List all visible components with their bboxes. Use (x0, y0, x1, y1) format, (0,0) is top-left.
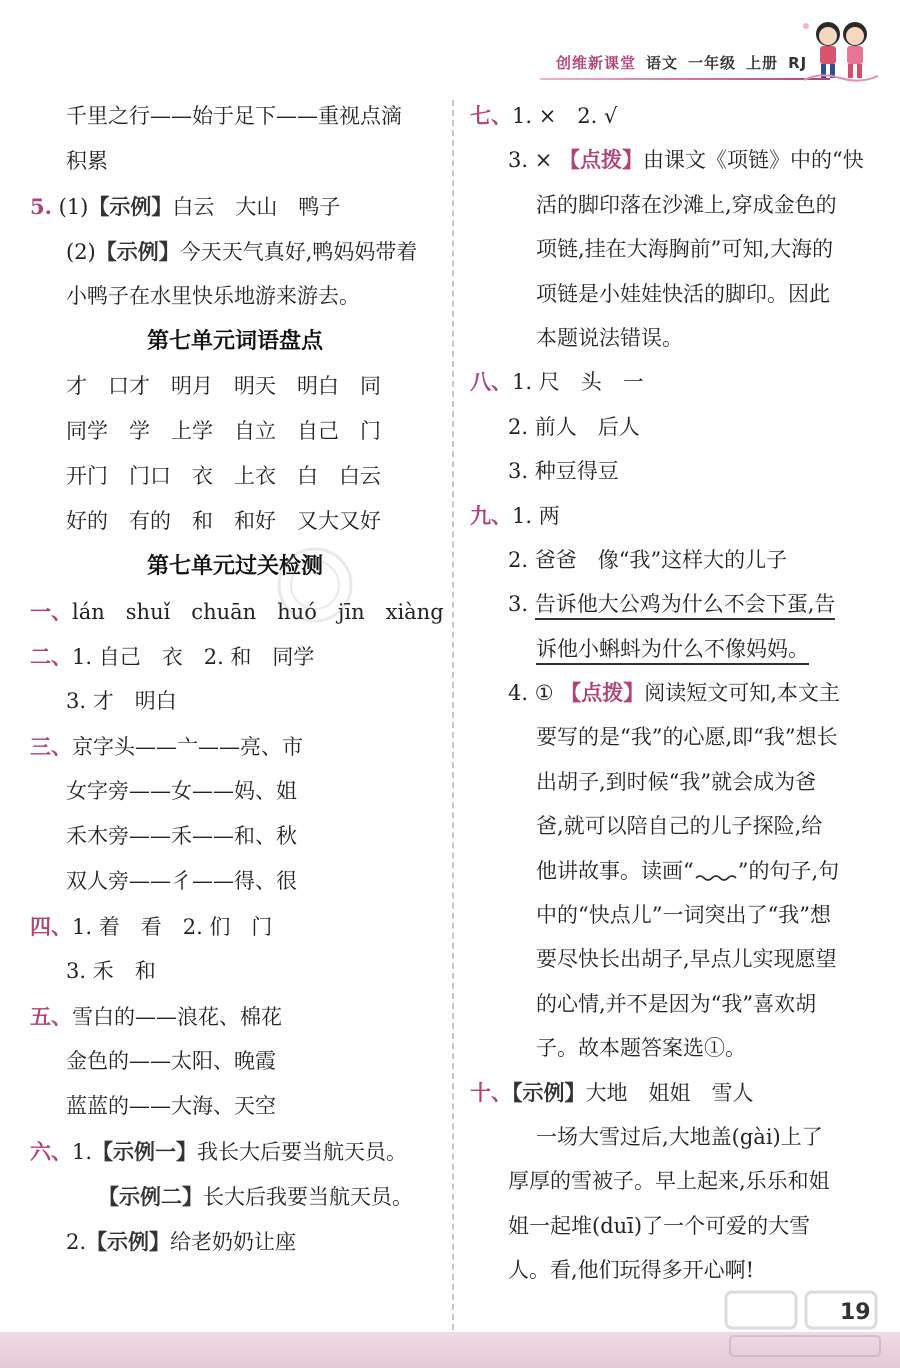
text-line: 2. 爸爸 像“我”这样大的儿子 (508, 547, 788, 572)
part-label: (2) (66, 240, 96, 264)
text-line: 蓝蓝的——大海、天空 (66, 1094, 276, 1118)
section-number: 二、 (30, 644, 72, 669)
section-number: 七、 (470, 103, 512, 128)
section-number: 五、 (30, 1004, 72, 1029)
section-9-item3 (470, 582, 870, 626)
example-tag: 【示例】 (95, 239, 180, 264)
section-5 (30, 994, 440, 1039)
section-7 (470, 94, 870, 138)
section-6-example2 (30, 1174, 440, 1219)
text-line: 3. 才 明白 (66, 689, 177, 713)
section-number: 三、 (30, 734, 72, 759)
answer-text: 阅读短文可知,本文主 (644, 681, 840, 706)
answer-text: 1. 两 (512, 503, 560, 528)
text-line: 爸,就可以陪自己的儿子探险,给 (536, 814, 823, 839)
item-number: 4. ① (508, 681, 554, 706)
header-volume: 上册 (746, 54, 779, 72)
text-line: 积累 (66, 149, 108, 173)
answer-text: 雪白的——浪花、棉花 (72, 1005, 282, 1029)
section-1 (30, 589, 444, 634)
text-line: 要写的是“我”的心愿,即“我”想长 (536, 725, 838, 750)
section-number: 八、 (470, 369, 512, 395)
left-column (30, 94, 444, 1264)
pinyin-answers: lán shuǐ chuān huó jīn xiàng (72, 600, 444, 624)
text-line: 3. 种豆得豆 (508, 459, 619, 484)
wavy-underline-icon (694, 862, 738, 882)
word-row: 开门 门口 衣 上衣 白 白云 (66, 464, 381, 488)
text-line: 双人旁——彳——得、很 (66, 869, 297, 893)
hint-tag: 【点拨】 (560, 680, 645, 706)
question-number: 5. (30, 194, 52, 219)
section-9-item4 (470, 671, 870, 715)
question-5 (30, 184, 440, 229)
header-edition: RJ (788, 54, 808, 72)
section-3 (30, 724, 440, 769)
text-line: 项链是小娃娃快活的脚印。因此 (536, 281, 830, 306)
item-number: 3. (508, 592, 529, 617)
text-line: 项链,挂在大海胸前”可知,大海的 (536, 237, 834, 262)
answer-text: 1. 自己 衣 2. 和 同学 (72, 645, 315, 669)
kids-illustration-icon (800, 14, 880, 84)
section-8 (470, 360, 870, 404)
question-5-part2 (30, 229, 440, 274)
answer-text: 我长大后要当航天员。 (197, 1140, 408, 1164)
essay-line: 姐一起堆(duī)了一个可爱的大雪 (508, 1213, 811, 1238)
example-tag: 【示例】 (86, 1229, 171, 1254)
text-line: 禾木旁——禾——和、秋 (66, 824, 297, 848)
page-number: 19 (840, 1300, 871, 1325)
answer-text: 大地 姐姐 雪人 (585, 1080, 754, 1105)
text-line-with-wavy-mark (470, 849, 870, 893)
page-header (0, 0, 900, 90)
word-row: 好的 有的 和 和好 又大又好 (66, 509, 381, 533)
header-subject: 语文 (646, 54, 679, 72)
section-title: 第七单元过关检测 (146, 553, 323, 579)
right-column (470, 94, 870, 1293)
word-row: 才 口才 明月 明天 明白 同 (66, 374, 381, 398)
header-underline (540, 78, 830, 80)
section-6 (30, 1129, 440, 1174)
text-line: 中的“快点儿”一词突出了“我”想 (536, 903, 831, 928)
text-fragment: ”的句子,句 (737, 858, 840, 883)
text-line: 小鸭子在水里快乐地游来游去。 (66, 284, 360, 308)
text-line: 金色的——太阳、晚霞 (66, 1049, 276, 1073)
word-row: 同学 学 上学 自立 自己 门 (66, 419, 381, 443)
essay-line: 人。看,他们玩得多开心啊! (508, 1258, 755, 1283)
text-line: 要尽快长出胡子,早点儿实现愿望 (536, 947, 837, 972)
text-fragment: 他讲故事。读画“ (536, 858, 694, 883)
essay-line: 厚厚的雪被子。早上起来,乐乐和姐 (508, 1169, 830, 1194)
answer-text: 京字头——亠——亮、市 (72, 735, 303, 759)
text-line: 出胡子,到时候“我”就会成为爸 (536, 769, 817, 794)
hint-tag: 【点拨】 (559, 147, 643, 173)
text-line: 千里之行——始于足下——重视点滴 (66, 104, 402, 128)
example-tag: 【示例】 (512, 1079, 586, 1105)
section-number: 一、 (30, 599, 72, 624)
header-brand: 创维新课堂 (556, 54, 637, 72)
answer-text: 1. 尺 头 一 (512, 370, 644, 395)
column-divider (452, 100, 454, 1330)
section-4 (30, 904, 440, 949)
example-tag: 【示例一】 (92, 1139, 198, 1164)
example-tag: 【示例】 (88, 194, 173, 219)
answer-text: 白云 大山 鸭子 (172, 195, 341, 219)
section-6-item2 (30, 1219, 440, 1264)
underlined-answer: 告诉他大公鸡为什么不会下蛋,告 (535, 592, 836, 620)
text-line: 子。故本题答案选①。 (536, 1036, 746, 1061)
answer-text: 今天天气真好,鸭妈妈带着 (179, 240, 418, 264)
example-tag: 【示例二】 (98, 1184, 203, 1209)
answer-text: 1. × 2. √ (512, 104, 618, 128)
item-number: 3. × (508, 148, 553, 173)
text-line: 本题说法错误。 (536, 325, 683, 350)
section-7-item3 (470, 138, 870, 182)
text-line: 的心情,并不是因为“我”喜欢胡 (536, 991, 817, 1016)
section-number: 六、 (30, 1139, 72, 1164)
text-line: 女字旁——女——妈、姐 (66, 779, 297, 803)
section-number: 十、 (470, 1079, 512, 1105)
text-line: 活的脚印落在沙滩上,穿成金色的 (536, 192, 837, 217)
answer-text: 给老奶奶让座 (170, 1230, 297, 1254)
part-label: (1) (58, 195, 89, 219)
section-number: 四、 (30, 914, 72, 939)
section-number: 九、 (470, 502, 512, 528)
answer-text: 由课文《项链》中的“快 (643, 148, 864, 173)
section-title: 第七单元词语盘点 (146, 328, 323, 354)
answer-text: 1. 着 看 2. 们 门 (72, 915, 273, 939)
item-number: 1. (72, 1140, 93, 1164)
essay-line: 一场大雪过后,大地盖(gài)上了 (536, 1124, 823, 1149)
watermark-logo-icon (270, 540, 360, 630)
section-9 (470, 494, 870, 538)
text-line: 3. 禾 和 (66, 959, 156, 983)
underlined-answer: 诉他小蝌蚪为什么不像妈妈。 (536, 637, 809, 665)
answer-text: 长大后我要当航天员。 (203, 1185, 413, 1209)
header-text (556, 52, 807, 73)
header-grade: 一年级 (688, 54, 737, 72)
section-10 (470, 1071, 870, 1115)
text-line: 2. 前人 后人 (508, 414, 640, 439)
section-9-item3-cont (470, 627, 870, 671)
section-2 (30, 634, 440, 679)
item-number: 2. (66, 1230, 87, 1254)
